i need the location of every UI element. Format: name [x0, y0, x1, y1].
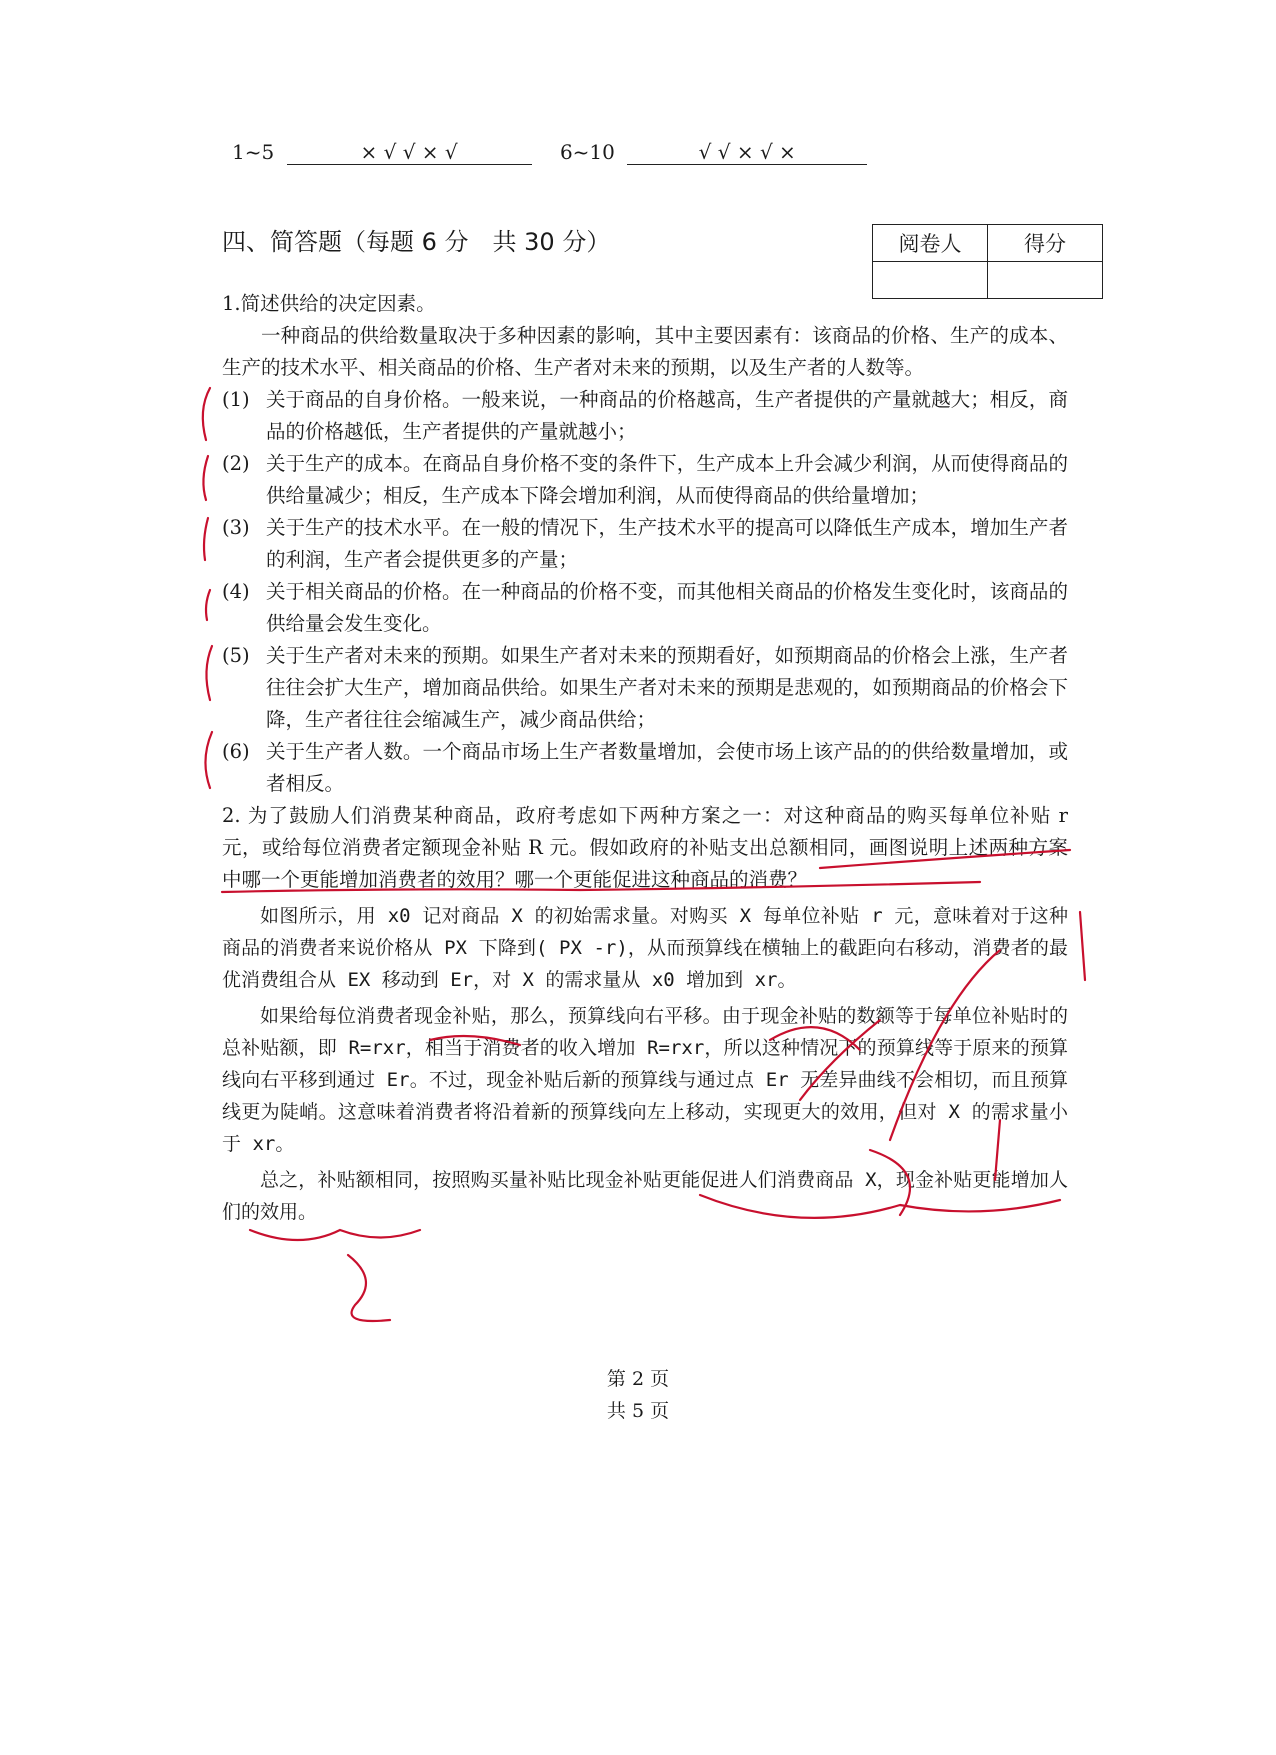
section-title: 四、简答题（每题 6 分 共 30 分）	[222, 228, 611, 256]
tick-mark	[1080, 912, 1085, 980]
item-text: 关于生产者人数。一个商品市场上生产者数量增加，会使市场上该产品的的供给数量增加，或者相反。	[266, 740, 1068, 795]
underline-mark	[250, 1230, 420, 1240]
q1-item-2	[222, 448, 1068, 512]
grader-label: 阅卷人	[873, 225, 988, 262]
page-total: 共 5 页	[606, 1400, 670, 1422]
q1-item-1	[222, 384, 1068, 448]
q2-answer-para-1: 如图所示，用 x0 记对商品 X 的初始需求量。对购买 X 每单位补贴 r 元，意味着对于这种商品的消费者来说价格从 PX 下降到( PX -r)，从而预算线在横轴上的截距向右移动，消费者的最优消费组合从 EX 移动到 Er，对 X 的需求量从 x0 增加到 xr。	[222, 905, 1068, 991]
item-number: (2)	[222, 452, 250, 475]
q2-question: 2. 为了鼓励人们消费某种商品，政府考虑如下两种方案之一：对这种商品的购买每单位补贴 r 元，或给每位消费者定额现金补贴 R 元。假如政府的补贴支出总额相同，画图说明上述两种方案中哪一个更能增加消费者的效用？哪一个更能促进这种商品的消费？	[222, 804, 1068, 891]
item-text: 关于生产的技术水平。在一般的情况下，生产技术水平的提高可以降低生产成本，增加生产者的利润，生产者会提供更多的产量；	[266, 516, 1068, 571]
bracket-mark	[203, 456, 208, 500]
tf-range-1: 1~5	[232, 140, 275, 164]
tf-answers-row	[232, 140, 867, 165]
tf-range-2: 6~10	[559, 140, 615, 164]
q2-answer-para-3: 总之，补贴额相同，按照购买量补贴比现金补贴更能促进人们消费商品 X，现金补贴更能增加人们的效用。	[222, 1169, 1068, 1223]
q1-item-3	[222, 512, 1068, 576]
tf-marks-2: √ √ × √ ×	[627, 140, 867, 165]
item-text: 关于生产者对未来的预期。如果生产者对未来的预期看好，如预期商品的价格会上涨，生产者往往会扩大生产，增加商品供给。如果生产者对未来的预期是悲观的，如预期商品的价格会下降，生产者往往会缩减生产，减少商品供给；	[266, 644, 1068, 731]
tf-marks-1: × √ √ × √	[287, 140, 532, 165]
q2-answer-para-2: 如果给每位消费者现金补贴，那么，预算线向右平移。由于现金补贴的数额等于每单位补贴时的总补贴额，即 R=rxr，相当于消费者的收入增加 R=rxr，所以这种情况下的预算线等于原来的预算线向右平移到通过 Er。不过，现金补贴后新的预算线与通过点 Er 无差异曲线不会相切，而且预算线更为陡峭。这意味着消费者将沿着新的预算线向左上移动，实现更大的效用，但对 X 的需求量小于 xr。	[222, 1005, 1068, 1155]
bracket-mark	[203, 388, 210, 440]
item-text: 关于相关商品的价格。在一种商品的价格不变，而其他相关商品的价格发生变化时，该商品的供给量会发生变化。	[266, 580, 1068, 635]
item-number: (4)	[222, 580, 250, 603]
item-text: 关于生产的成本。在商品自身价格不变的条件下，生产成本上升会减少利润，从而使得商品的供给量减少；相反，生产成本下降会增加利润，从而使得商品的供给量增加；	[266, 452, 1068, 507]
q1-item-6	[222, 736, 1068, 800]
item-number: (6)	[222, 740, 250, 763]
bracket-mark	[206, 590, 210, 620]
score-box	[872, 224, 1103, 299]
item-number: (1)	[222, 388, 250, 411]
score-cell	[988, 262, 1103, 299]
grader-cell	[873, 262, 988, 299]
number-mark	[348, 1255, 390, 1321]
item-text: 关于商品的自身价格。一般来说，一种商品的价格越高，生产者提供的产量就越大；相反，商品的价格越低，生产者提供的产量就越小；	[266, 388, 1068, 443]
bracket-mark	[204, 518, 208, 560]
bracket-mark	[206, 646, 212, 700]
item-number: (3)	[222, 516, 250, 539]
q1-intro: 一种商品的供给数量取决于多种因素的影响，其中主要因素有：该商品的价格、生产的成本、生产的技术水平、相关商品的价格、生产者对未来的预期，以及生产者的人数等。	[222, 324, 1068, 379]
q1-question: 1.简述供给的决定因素。	[222, 292, 436, 315]
q1-item-4	[222, 576, 1068, 640]
q1-item-5	[222, 640, 1068, 736]
page-number: 第 2 页	[606, 1368, 670, 1390]
score-label: 得分	[988, 225, 1103, 262]
bracket-mark	[205, 732, 212, 788]
item-number: (5)	[222, 644, 250, 667]
